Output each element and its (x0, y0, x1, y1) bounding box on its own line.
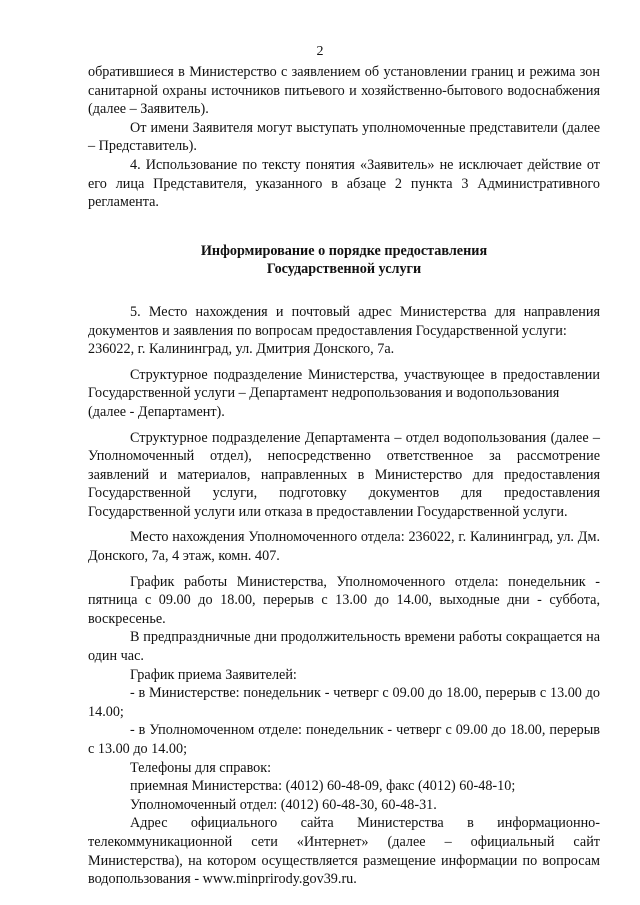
paragraph-holiday-hours: В предпраздничные дни продолжительность времени работы сокращается на один час. (88, 629, 600, 665)
paragraph-item-5: 5. Место нахождения и почтовый адрес Министерства для направления документов и заявления по вопросам предоставления Государственной услуги: (88, 303, 600, 339)
paragraph-department-location: Место нахождения Уполномоченного отдела: 236022, г. Калининград, ул. Дм. Донского, 7а, 4 этаж, комн. 407. (88, 529, 600, 565)
paragraph-reception-schedule-title: График приема Заявителей: (130, 666, 297, 683)
paragraph-phones-title: Телефоны для справок: (130, 759, 272, 776)
document-body (88, 63, 600, 889)
paragraph-phone-reception: приемная Министерства: (4012) 60-48-09, факс (4012) 60-48-10; (130, 778, 516, 795)
section-heading-line-2: Государственной услуги (266, 261, 422, 278)
paragraph-structural-unit: Структурное подразделение Министерства, участвующее в предоставлении Государственной услуги – Департамент недропользования и водопользования (88, 366, 600, 402)
paragraph-reception-department: - в Уполномоченном отделе: понедельник - четверг с 09.00 до 18.00, перерыв с 13.00 до 14.00; (88, 722, 600, 757)
section-heading (88, 242, 600, 279)
page-number: 2 (316, 44, 324, 59)
section-heading-line-1: Информирование о порядке предоставления (200, 242, 488, 259)
paragraph-applicant-definition: обратившиеся в Министерство с заявлением об установлении границ и режима зон санитарной охраны источников питьевого и хозяйственно-бытового водоснабжения (далее – Заявитель). (88, 64, 600, 118)
paragraph-phone-department: Уполномоченный отдел: (4012) 60-48-30, 60-48-31. (130, 796, 437, 813)
paragraph-representative: От имени Заявителя могут выступать уполномоченные представители (далее – Представитель). (88, 119, 600, 155)
paragraph-item-4: 4. Использование по тексту понятия «Заявитель» не исключает действие от его лица Представителя, указанного в абзаце 2 пункта 3 Административного регламента. (88, 156, 600, 211)
paragraph-postal-address: 236022, г. Калининград, ул. Дмитрия Донского, 7а. (88, 341, 395, 358)
paragraph-reception-ministry: - в Министерстве: понедельник - четверг с 09.00 до 18.00, перерыв с 13.00 до 14.00; (88, 685, 600, 720)
paragraph-department-alias: (далее - Департамент). (88, 403, 225, 420)
paragraph-working-hours: График работы Министерства, Уполномоченного отдела: понедельник - пятница с 09.00 до 18.00, перерыв с 13.00 до 14.00, выходные дни - суббота, воскресенье. (88, 573, 600, 627)
paragraph-authorized-department: Структурное подразделение Департамента – отдел водопользования (далее – Уполномоченный отдел), непосредственно ответственное за рассмотрение заявлений и материалов, направленных в Министерство для предоставления Государственной услуги, подготовку документов для предоставления Государственной услуги или отказа в предоставлении Государственной услуги. (88, 429, 600, 520)
paragraph-official-site: Адрес официального сайта Министерства в информационно-телекоммуникационной сети «Интернет» (далее – официальный сайт Министерства), на котором осуществляется размещение информации по вопросам водопользования - www.minprirody.gov39.ru. (88, 815, 600, 888)
